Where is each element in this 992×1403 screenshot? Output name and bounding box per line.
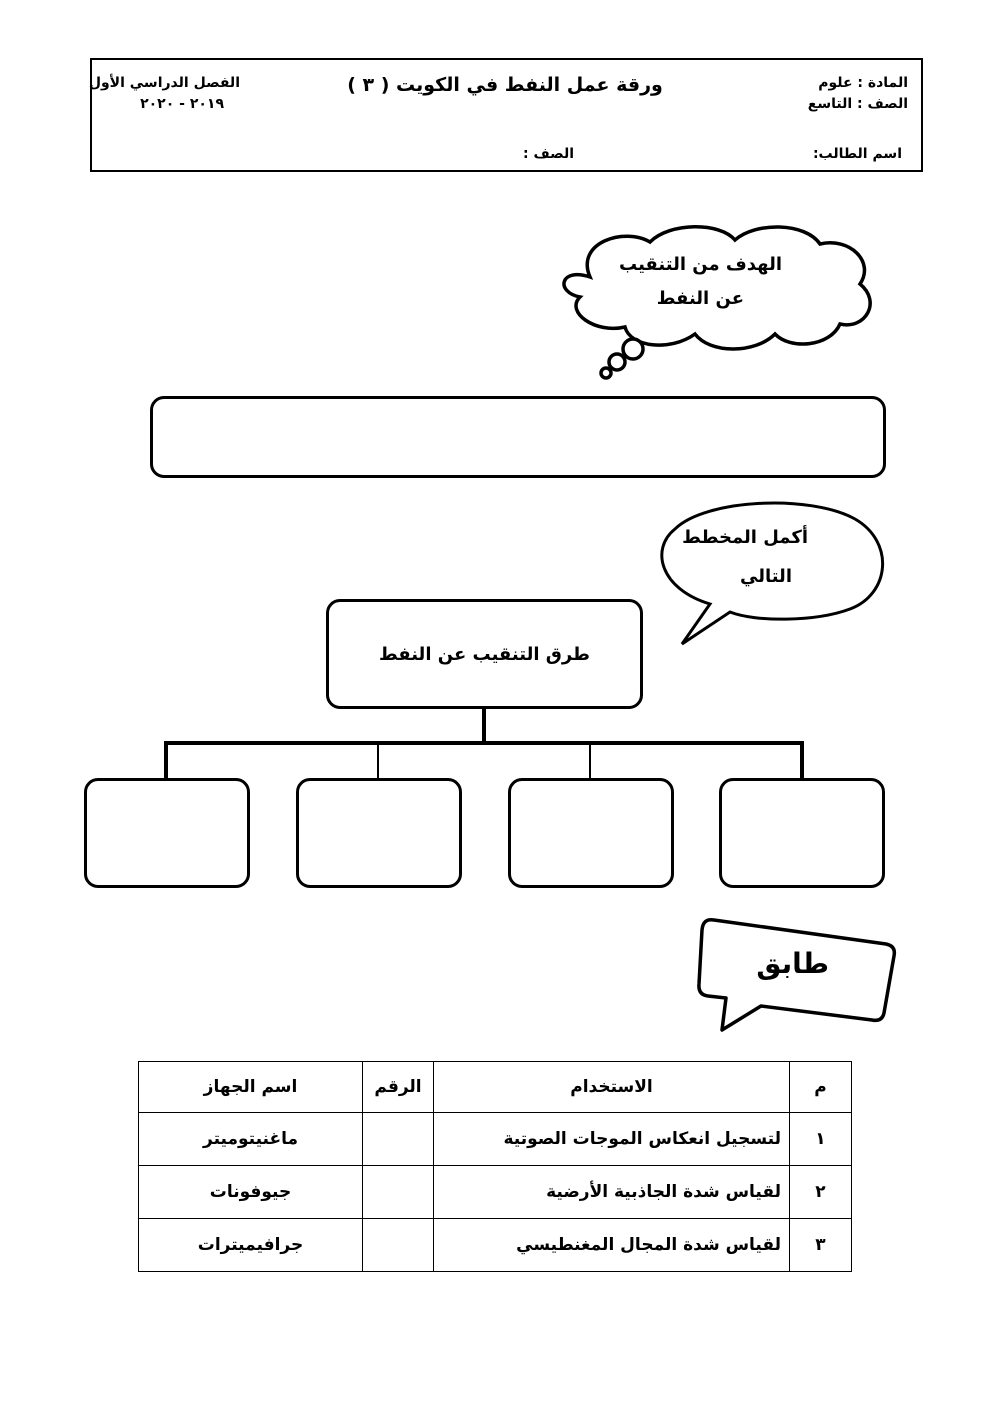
term-label: الفصل الدراسي الأول	[88, 75, 240, 91]
connector-branch	[589, 741, 591, 779]
diagram-child-box[interactable]	[84, 778, 250, 888]
connector-trunk	[482, 709, 486, 745]
goal-cloud-line1: الهدف من التنقيب	[619, 254, 782, 275]
diagram-callout-line2: التالي	[739, 566, 792, 587]
subject-label: المادة : علوم	[818, 75, 908, 91]
diagram-child-box[interactable]	[719, 778, 885, 888]
class-label: الصف :	[523, 146, 574, 162]
diagram-child-box[interactable]	[508, 778, 674, 888]
row-index: ١	[790, 1113, 852, 1166]
row-number-answer[interactable]	[363, 1113, 434, 1166]
year-label: ٢٠١٩ - ٢٠٢٠	[140, 96, 224, 112]
connector-bar	[164, 741, 804, 745]
table-row	[139, 1219, 852, 1272]
row-index: ٢	[790, 1166, 852, 1219]
row-device: جيوفونات	[139, 1166, 363, 1219]
table-row	[139, 1113, 852, 1166]
header-device: اسم الجهاز	[139, 1062, 363, 1113]
page-title: ورقة عمل النفط في الكويت ( ٣ )	[347, 74, 663, 96]
header-index: م	[790, 1062, 852, 1113]
connector-branch	[377, 741, 379, 779]
row-device: ماغنيتوميتر	[139, 1113, 363, 1166]
grade-label: الصف : التاسع	[807, 96, 908, 112]
match-callout-label: طابق	[756, 947, 829, 980]
connector-branch	[800, 741, 804, 779]
match-table	[138, 1061, 852, 1272]
row-number-answer[interactable]	[363, 1219, 434, 1272]
row-use: لقياس شدة الجاذبية الأرضية	[434, 1166, 790, 1219]
student-name-label: اسم الطالب:	[812, 146, 902, 162]
goal-cloud-line2: عن النفط	[656, 288, 744, 309]
row-device: جرافيميترات	[139, 1219, 363, 1272]
diagram-root-label: طرق التنقيب عن النفط	[378, 643, 591, 665]
diagram-child-box[interactable]	[296, 778, 462, 888]
table-row	[139, 1166, 852, 1219]
row-use: لقياس شدة المجال المغنطيسي	[434, 1219, 790, 1272]
goal-answer-box[interactable]	[150, 396, 886, 478]
header-use: الاستخدام	[434, 1062, 790, 1113]
table-header-row	[139, 1062, 852, 1113]
diagram-callout-line1: أكمل المخطط	[682, 527, 808, 548]
row-use: لتسجيل انعكاس الموجات الصوتية	[434, 1113, 790, 1166]
header-number: الرقم	[363, 1062, 434, 1113]
diagram-root-box	[326, 599, 643, 709]
row-index: ٣	[790, 1219, 852, 1272]
row-number-answer[interactable]	[363, 1166, 434, 1219]
connector-branch	[164, 741, 168, 779]
